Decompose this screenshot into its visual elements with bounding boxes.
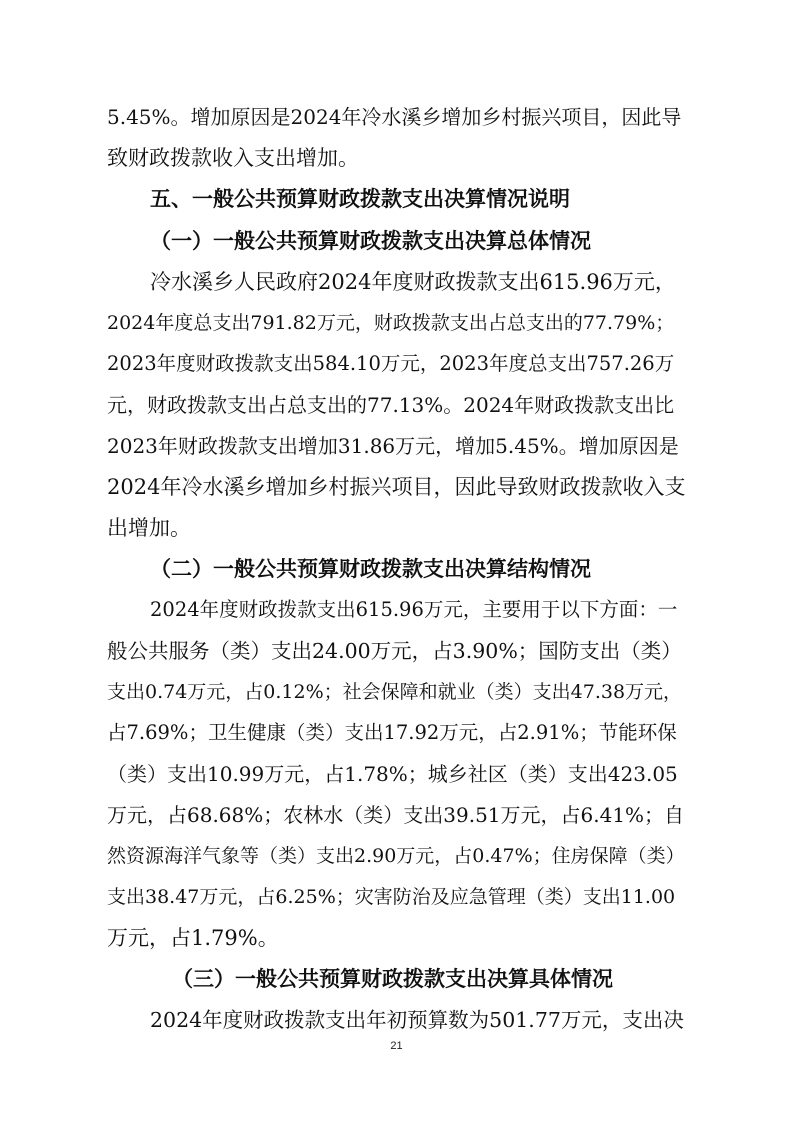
- page-number: 21: [390, 1040, 403, 1052]
- paragraph-line: 支出38.47万元，占6.25%；灾害防治及应急管理（类）支出11.00: [107, 886, 676, 908]
- paragraph-line: 2024年度财政拨款支出年初预算数为501.77万元，支出决: [150, 1008, 684, 1032]
- subsection-heading: （二）一般公共预算财政拨款支出决算结构情况: [150, 557, 591, 581]
- paragraph-line: 2023年财政拨款支出增加31.86万元，增加5.45%。增加原因是: [107, 434, 679, 458]
- paragraph-line: 5.45%。增加原因是2024年冷水溪乡增加乡村振兴项目，因此导: [107, 105, 682, 129]
- paragraph-line: 2024年度总支出791.82万元，财政拨款支出占总支出的77.79%；: [107, 312, 675, 334]
- paragraph-line: 冷水溪乡人民政府2024年度财政拨款支出615.96万元，: [150, 270, 676, 294]
- paragraph-line: 出增加。: [107, 516, 191, 540]
- paragraph-line: 占7.69%；卫生健康（类）支出17.92万元，占2.91%；节能环保: [107, 721, 677, 744]
- paragraph-line: （类）支出10.99万元，占1.78%；城乡社区（类）支出423.05: [107, 762, 678, 786]
- paragraph-line: 2023年度财政拨款支出584.10万元，2023年度总支出757.26万: [107, 352, 675, 375]
- paragraph-line: 2024年度财政拨款支出615.96万元，主要用于以下方面：一: [150, 598, 678, 621]
- section-heading: 五、一般公共预算财政拨款支出决算情况说明: [150, 187, 570, 211]
- paragraph-line: 支出0.74万元，占0.12%；社会保障和就业（类）支出47.38万元，: [107, 681, 683, 703]
- paragraph-line: 般公共服务（类）支出24.00万元，占3.90%；国防支出（类）: [107, 639, 682, 663]
- paragraph-line: 然资源海洋气象等（类）支出2.90万元，占0.47%；住房保障（类）: [107, 845, 685, 867]
- paragraph-line: 万元，占1.79%。: [107, 926, 279, 950]
- subsection-heading: （三）一般公共预算财政拨款支出决算具体情况: [172, 967, 613, 991]
- paragraph-line: 元，财政拨款支出占总支出的77.13%。2024年财政拨款支出比: [107, 393, 675, 417]
- paragraph-line: 2024年冷水溪乡增加乡村振兴项目，因此导致财政拨款收入支: [107, 475, 686, 499]
- paragraph-line: 万元，占68.68%；农林水（类）支出39.51万元，占6.41%；自: [107, 803, 685, 827]
- subsection-heading: （一）一般公共预算财政拨款支出决算总体情况: [150, 229, 591, 253]
- paragraph-line: 致财政拨款收入支出增加。: [107, 146, 359, 170]
